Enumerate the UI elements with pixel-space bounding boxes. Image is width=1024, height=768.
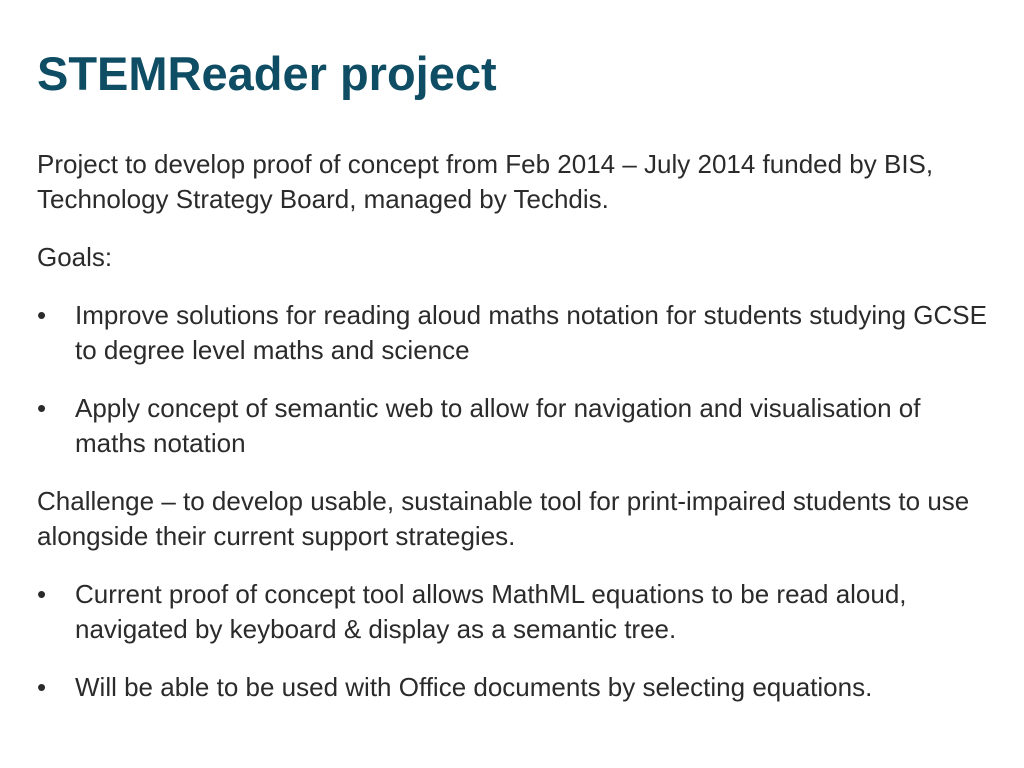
challenge-paragraph: Challenge – to develop usable, sustainable tool for print-impaired students to use alongside their current support strategies. [37,486,970,551]
slide-title: STEMReader project [37,47,497,100]
goal-text: Improve solutions for reading aloud maths notation for students studying GCSE to degree level maths and science [75,300,987,365]
bullet-marker: • [37,300,47,330]
bullet-marker: • [37,393,47,423]
goal-bullet-2 [37,391,997,461]
bullet-marker: • [37,579,47,609]
slide-body [37,147,997,728]
challenge-point-text: Current proof of concept tool allows MathML equations to be read aloud, navigated by keyboard & display as a semantic tree. [75,579,907,644]
challenge-point-text: Will be able to be used with Office documents by selecting equations. [75,672,873,702]
goal-bullet-1 [37,298,997,368]
challenge-bullet-2 [37,670,997,705]
intro-paragraph: Project to develop proof of concept from Feb 2014 – July 2014 funded by BIS, Technology Strategy Board, managed by Techdis. [37,149,934,214]
goals-heading: Goals: [37,242,113,272]
challenge-bullet-1 [37,577,997,647]
bullet-marker: • [37,672,47,702]
goal-text: Apply concept of semantic web to allow for navigation and visualisation of maths notation [75,393,921,458]
